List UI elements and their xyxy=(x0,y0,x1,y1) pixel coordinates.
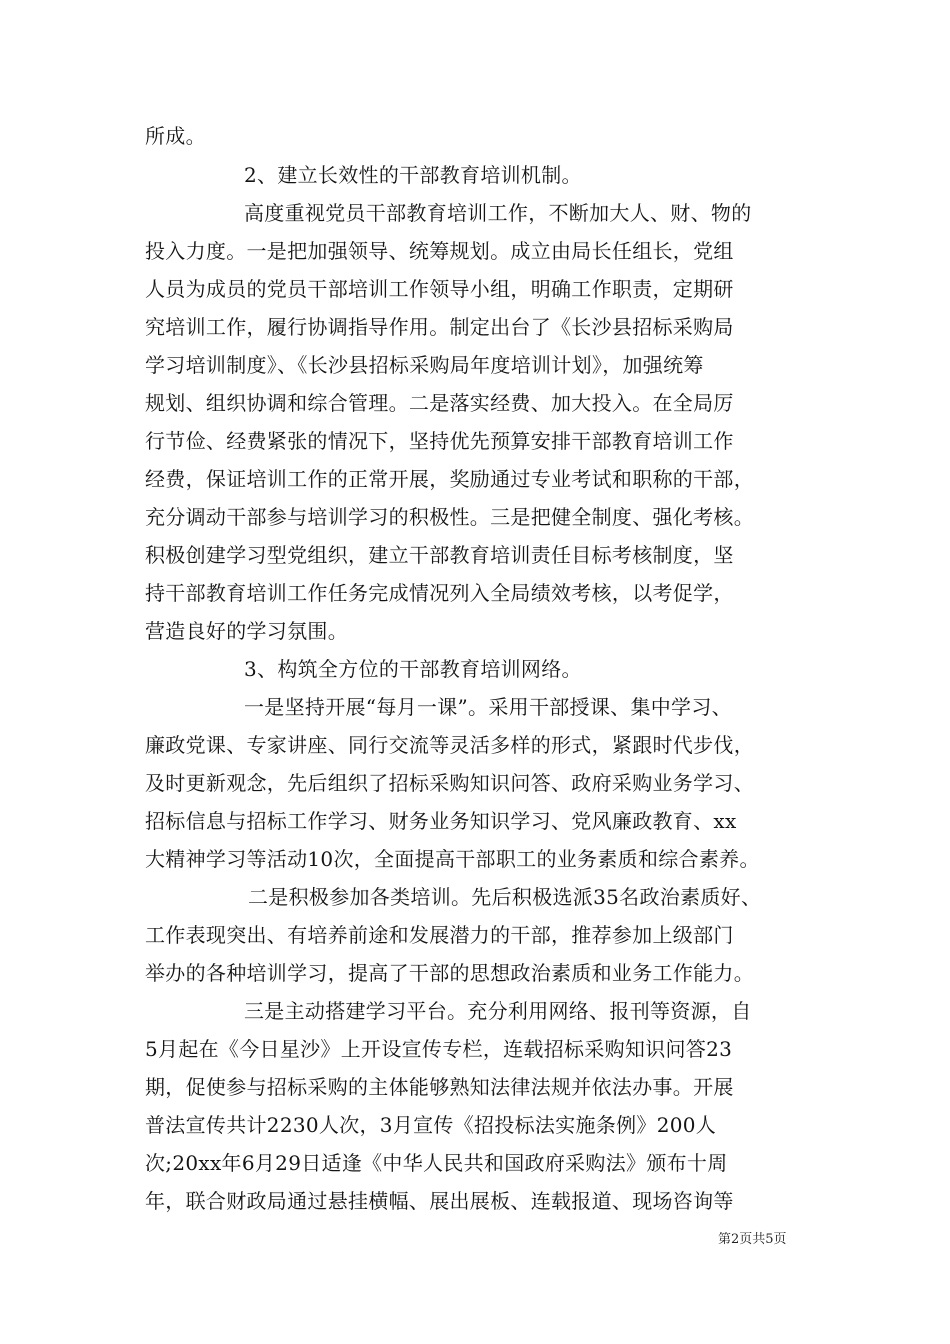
text-line: 招标信息与招标工作学习、财务业务知识学习、党风廉政教育、xx xyxy=(145,809,737,833)
text-line: 行节俭、经费紧张的情况下，坚持优先预算安排干部教育培训工作 xyxy=(145,429,734,453)
text-line: 及时更新观念，先后组织了招标采购知识问答、政府采购业务学习、 xyxy=(145,771,754,795)
text-line: 举办的各种培训学习，提高了干部的思想政治素质和业务工作能力。 xyxy=(145,961,754,985)
text-line: 普法宣传共计2230人次，3月宣传《招投标法实施条例》200人 xyxy=(145,1113,717,1137)
section-heading: 2、建立长效性的干部教育培训机制。 xyxy=(244,163,582,187)
text-line: 大精神学习等活动10次，全面提高干部职工的业务素质和综合素养。 xyxy=(145,847,760,871)
section-heading: 3、构筑全方位的干部教育培训网络。 xyxy=(244,657,582,681)
text-line: 营造良好的学习氛围。 xyxy=(145,619,348,643)
text-line: 工作表现突出、有培养前途和发展潜力的干部，推荐参加上级部门 xyxy=(145,923,734,947)
text-line: 次;20xx年6月29日适逢《中华人民共和国政府采购法》颁布十周 xyxy=(145,1151,728,1175)
page-number-footer: 第2页共5页 xyxy=(718,1232,787,1247)
text-line: 规划、组织协调和综合管理。二是落实经费、加大投入。在全局厉 xyxy=(145,391,734,415)
text-line: 持干部教育培训工作任务完成情况列入全局绩效考核，以考促学， xyxy=(145,581,734,605)
text-line: 投入力度。一是把加强领导、统筹规划。成立由局长任组长，党组 xyxy=(145,239,734,263)
text-line: 经费，保证培训工作的正常开展，奖励通过专业考试和职称的干部， xyxy=(145,467,754,491)
text-line: 充分调动干部参与培训学习的积极性。三是把健全制度、强化考核。 xyxy=(145,505,754,529)
text-line: 人员为成员的党员干部培训工作领导小组，明确工作职责，定期研 xyxy=(145,277,734,301)
text-line: 5月起在《今日星沙》上开设宣传专栏，连载招标采购知识问答23 xyxy=(145,1037,733,1061)
text-line: 究培训工作，履行协调指导作用。制定出台了《长沙县招标采购局 xyxy=(145,315,734,339)
text-line: 二是积极参加各类培训。先后积极选派35名政治素质好、 xyxy=(248,885,762,909)
text-line: 期，促使参与招标采购的主体能够熟知法律法规并依法办事。开展 xyxy=(145,1075,734,1099)
text-line: 三是主动搭建学习平台。充分利用网络、报刊等资源，自 xyxy=(244,999,752,1023)
text-line: 高度重视党员干部教育培训工作，不断加大人、财、物的 xyxy=(244,201,752,225)
text-line: 年，联合财政局通过悬挂横幅、展出展板、连载报道、现场咨询等 xyxy=(145,1189,734,1213)
text-line: 学习培训制度》、《长沙县招标采购局年度培训计划》，加强统筹 xyxy=(145,353,704,377)
text-line: 积极创建学习型党组织，建立干部教育培训责任目标考核制度，坚 xyxy=(145,543,734,567)
text-line: 所成。 xyxy=(145,124,206,148)
text-line: 一是坚持开展“每月一课”。采用干部授课、集中学习、 xyxy=(244,695,732,719)
text-line: 廉政党课、专家讲座、同行交流等灵活多样的形式，紧跟时代步伐， xyxy=(145,733,754,757)
